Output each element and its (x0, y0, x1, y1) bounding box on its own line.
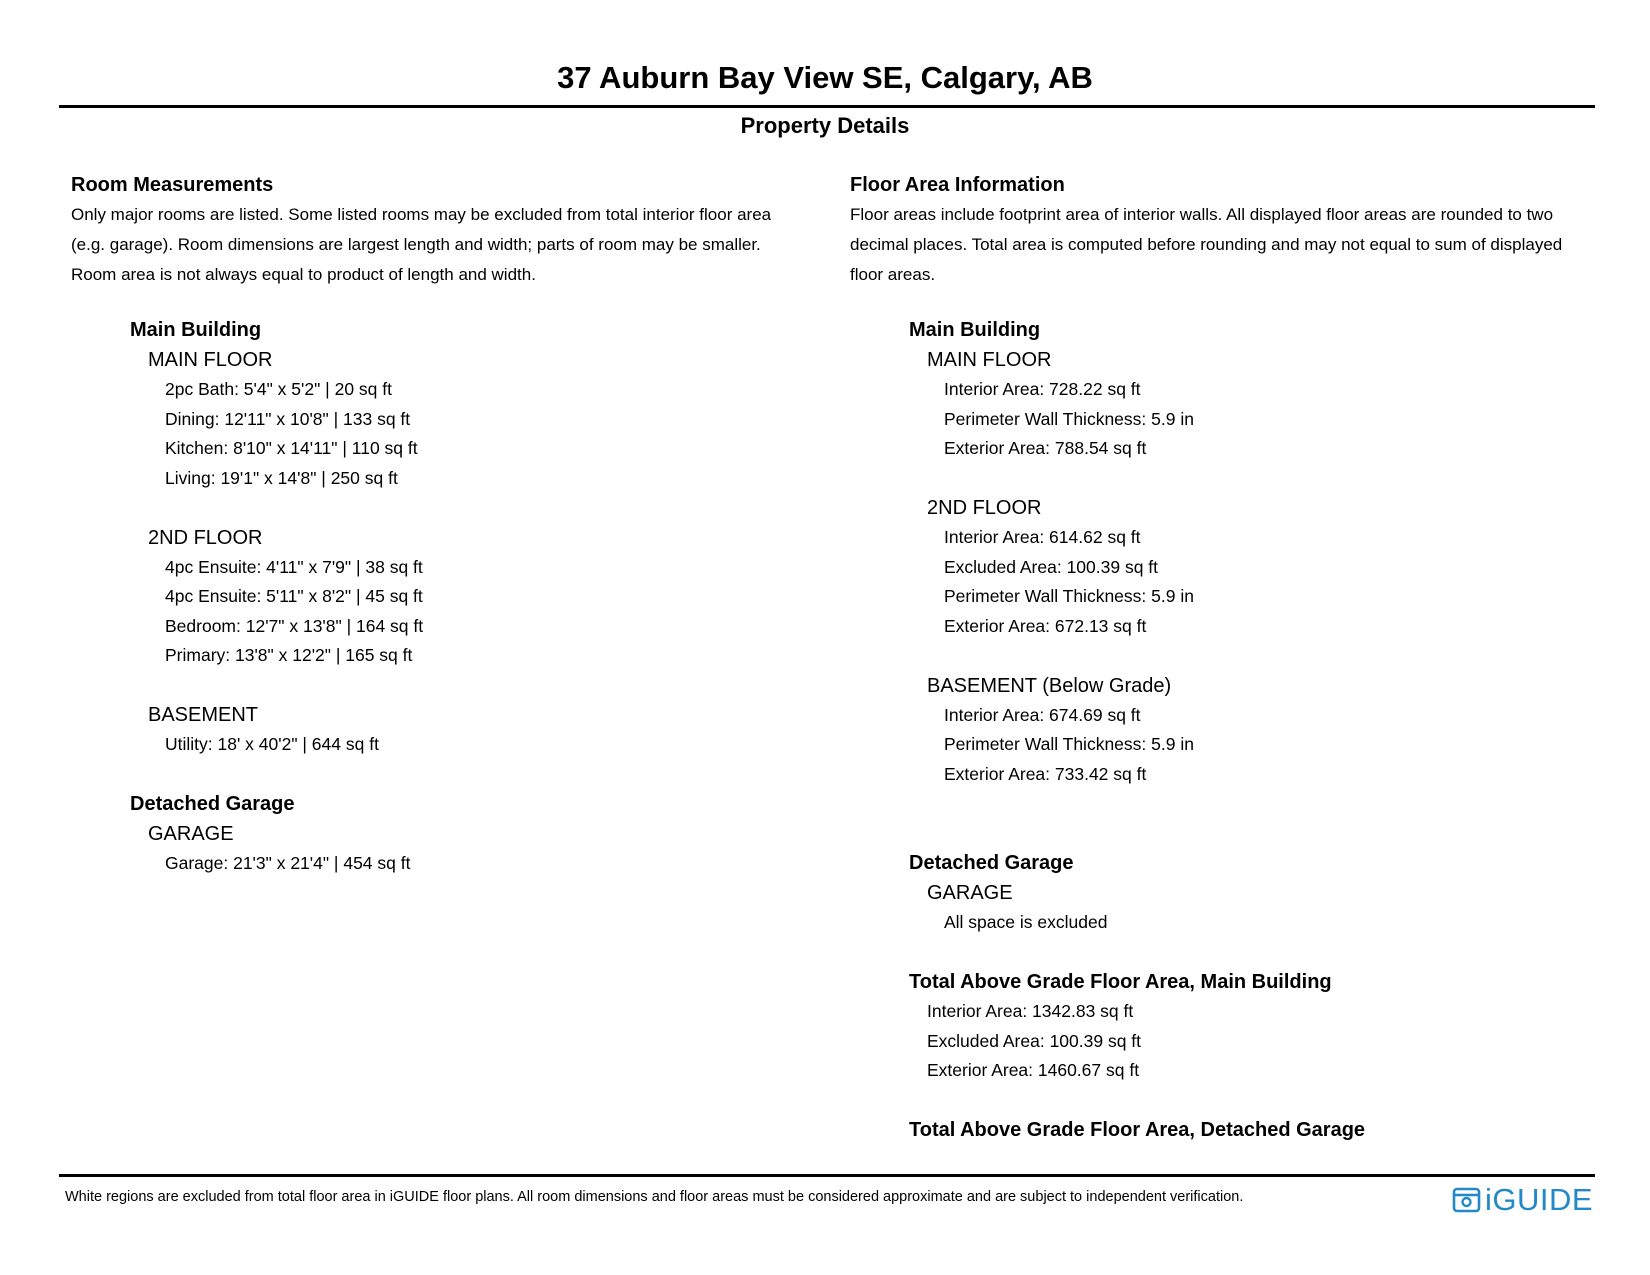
page-title: 37 Auburn Bay View SE, Calgary, AB (557, 60, 1093, 95)
building-label-main: Main Building (909, 319, 1041, 341)
floor-label-2nd-floor: 2ND FLOOR (927, 497, 1042, 519)
room-measurements-section (71, 170, 811, 879)
room-item: 4pc Ensuite: 5'11" x 8'2" | 45 sq ft (165, 586, 423, 606)
area-item: Exterior Area: 672.13 sq ft (944, 615, 1147, 636)
area-item: Excluded Area: 100.39 sq ft (927, 1030, 1142, 1051)
iguide-logo (1452, 1183, 1593, 1217)
area-item: Perimeter Wall Thickness: 5.9 in (944, 734, 1194, 754)
floor-label-main-floor: MAIN FLOOR (148, 349, 273, 371)
description-line: Only major rooms are listed. Some listed rooms may be excluded from total interior floor area (71, 205, 772, 224)
room-item: Primary: 13'8" x 12'2" | 165 sq ft (165, 645, 413, 665)
room-item: 2pc Bath: 5'4" x 5'2" | 20 sq ft (165, 379, 392, 399)
building-label-garage: Detached Garage (909, 852, 1074, 874)
total-main-label: Total Above Grade Floor Area, Main Building (909, 971, 1332, 993)
floor-label-basement: BASEMENT (Below Grade) (927, 674, 1172, 697)
room-item: Utility: 18' x 40'2" | 644 sq ft (165, 734, 379, 754)
room-item: 4pc Ensuite: 4'11" x 7'9" | 38 sq ft (165, 556, 423, 577)
room-item: Bedroom: 12'7" x 13'8" | 164 sq ft (165, 615, 424, 636)
area-item: Excluded Area: 100.39 sq ft (944, 556, 1159, 577)
floor-label-2nd-floor: 2ND FLOOR (148, 526, 263, 549)
floor-area-description (850, 200, 1610, 290)
floor-label-main-floor: MAIN FLOOR (927, 349, 1052, 371)
footer-divider (59, 1174, 1595, 1177)
room-item: Garage: 21'3" x 21'4" | 454 sq ft (165, 853, 411, 873)
room-item: Dining: 12'11" x 10'8" | 133 sq ft (165, 408, 411, 429)
description-line: floor areas. (850, 265, 936, 284)
floor-label-garage: GARAGE (148, 823, 234, 845)
description-line: decimal places. Total area is computed before rounding and may not equal to sum of displayed (850, 235, 1563, 254)
description-line: (e.g. garage). Room dimensions are largest length and width; parts of room may be smaller. (71, 235, 761, 254)
building-label-main: Main Building (130, 319, 262, 341)
floor-area-section (850, 170, 1610, 1145)
area-item: Exterior Area: 733.42 sq ft (944, 763, 1147, 784)
floor-label-basement: BASEMENT (148, 704, 259, 726)
total-garage-label: Total Above Grade Floor Area, Detached Garage (909, 1119, 1366, 1141)
page-subtitle: Property Details (740, 113, 910, 138)
area-item: Exterior Area: 1460.67 sq ft (927, 1060, 1140, 1080)
floor-area-list (909, 315, 1610, 1145)
camera-icon (1452, 1185, 1482, 1215)
footer-note: White regions are excluded from total floor area in iGUIDE floor plans. All room dimensions and floor areas must be considered approximate and are subject to independent verification. (65, 1189, 1244, 1205)
area-item: All space is excluded (944, 912, 1108, 932)
area-item: Interior Area: 614.62 sq ft (944, 527, 1141, 547)
floor-label-garage: GARAGE (927, 882, 1013, 904)
area-item: Interior Area: 728.22 sq ft (944, 379, 1141, 399)
header-divider (59, 105, 1595, 108)
area-item: Interior Area: 674.69 sq ft (944, 704, 1141, 725)
area-item: Exterior Area: 788.54 sq ft (944, 438, 1147, 458)
room-measurements-description (71, 200, 811, 290)
room-item: Living: 19'1" x 14'8" | 250 sq ft (165, 467, 398, 488)
description-line: Floor areas include footprint area of interior walls. All displayed floor areas are rounded to two (850, 205, 1554, 224)
building-label-garage: Detached Garage (130, 793, 295, 815)
logo-text: iGUIDE (1485, 1182, 1594, 1217)
room-list (130, 315, 811, 879)
room-measurements-heading: Room Measurements (71, 174, 274, 196)
area-item: Perimeter Wall Thickness: 5.9 in (944, 408, 1194, 429)
floor-area-heading: Floor Area Information (850, 174, 1065, 196)
area-item: Interior Area: 1342.83 sq ft (927, 1001, 1134, 1021)
room-item: Kitchen: 8'10" x 14'11" | 110 sq ft (165, 438, 418, 458)
area-item: Perimeter Wall Thickness: 5.9 in (944, 586, 1194, 606)
description-line: Room area is not always equal to product of length and width. (71, 265, 536, 284)
